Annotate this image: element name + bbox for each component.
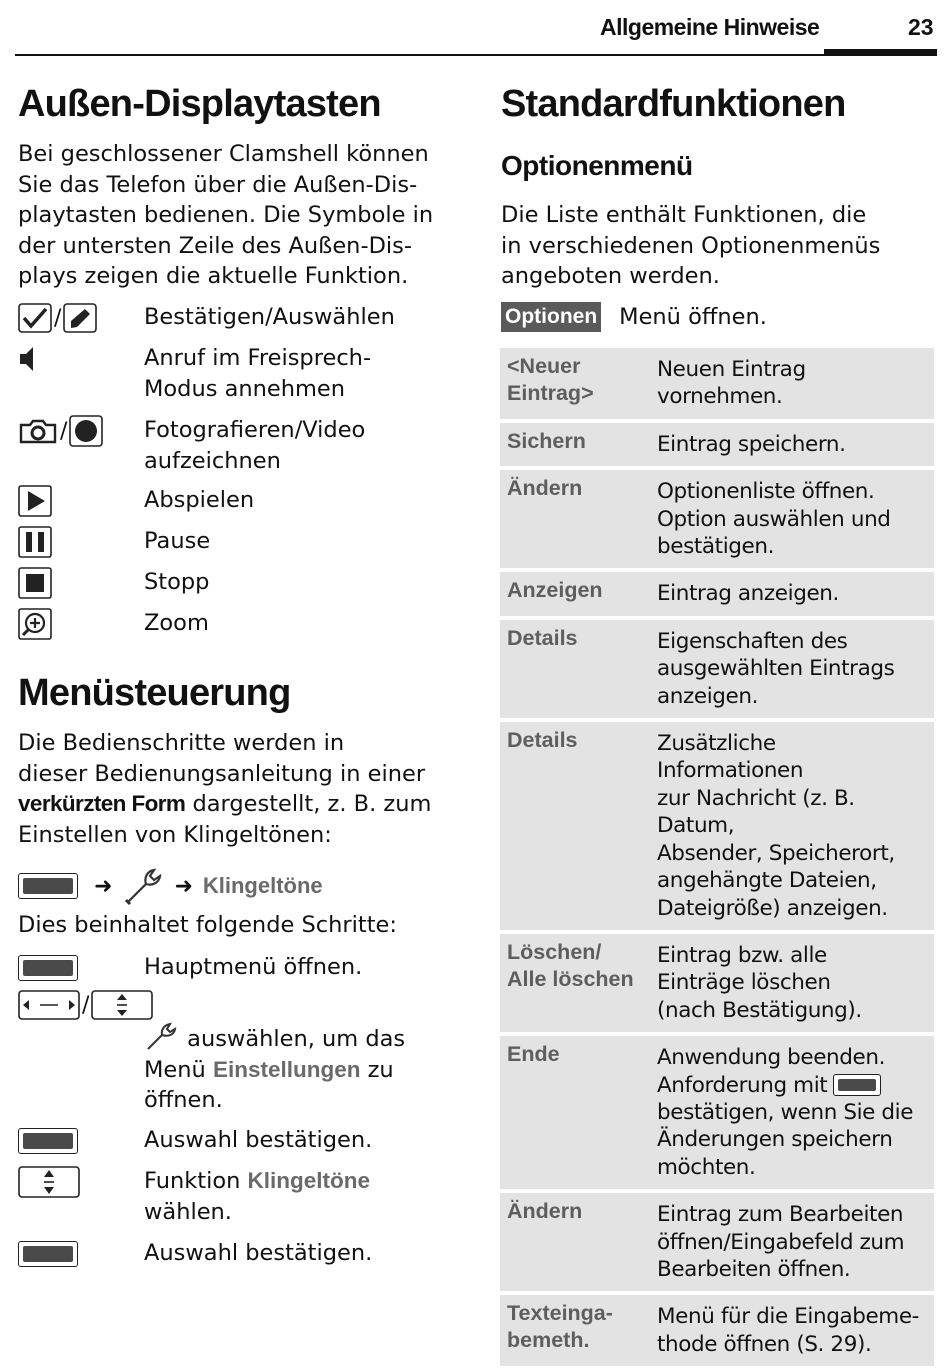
table-row [500, 572, 934, 615]
option-description [657, 423, 934, 466]
key-row-stop [18, 567, 458, 599]
option-description-line [657, 683, 928, 710]
option-description-line [657, 969, 928, 996]
option-description-line [657, 1072, 928, 1099]
option-description-line [657, 840, 928, 867]
option-description-line [657, 895, 928, 922]
option-description-line [657, 356, 928, 411]
step-row [18, 1125, 458, 1157]
nav-left-right-key-icon [18, 990, 80, 1020]
option-name [507, 625, 647, 652]
key-row-speaker [18, 343, 458, 405]
option-description-line [657, 730, 928, 785]
nav-up-down-key-icon [91, 990, 153, 1020]
option-name-line: Sichern [507, 428, 586, 453]
desc-text: Eintrag speichern. [657, 431, 846, 457]
header-page-marker [824, 49, 937, 56]
option-name-line: bemeth. [507, 1328, 590, 1353]
option-description-line [657, 655, 928, 682]
option-name-line: Ende [507, 1042, 560, 1067]
path-target: Klingeltöne [202, 873, 323, 898]
option-name [507, 939, 647, 993]
intro-line: in verschiedenen Optionenmenüs [501, 232, 881, 259]
option-description-line [657, 997, 928, 1024]
option-description-line [657, 942, 928, 969]
running-header-title: Allgemeine Hinweise [600, 14, 820, 40]
section-title-menu-control: Menüsteuerung [18, 672, 291, 714]
option-description-line [657, 628, 928, 655]
table-row [500, 423, 934, 466]
desc-line: Fotografieren/Video [144, 417, 366, 443]
key-desc: Stopp [144, 569, 210, 595]
table-row [500, 348, 934, 419]
wrench-icon [144, 1022, 180, 1052]
desc-line [144, 1055, 464, 1086]
desc-line [144, 1166, 464, 1197]
key-row-play [18, 485, 458, 517]
table-row [500, 1193, 934, 1291]
option-name-line: Details [507, 728, 578, 753]
desc-text: Eintrag anzeigen. [657, 581, 839, 607]
option-description-line [657, 1303, 928, 1330]
option-description-line [657, 533, 928, 560]
desc-text: Eintrag zum Bearbeiten [657, 1202, 904, 1228]
intro-line: Die Liste enthält Funktionen, die [501, 202, 867, 228]
desc-line: Modus annehmen [144, 375, 346, 402]
option-description [657, 572, 934, 615]
desc-text: Dateigröße) anzeigen. [657, 895, 888, 921]
option-description-line [657, 1099, 928, 1126]
desc-text: anzeigen. [657, 683, 759, 709]
option-name-line: Alle löschen [507, 966, 634, 991]
key-desc [144, 343, 464, 404]
desc-text: zu [360, 1056, 394, 1083]
desc-text: Eigenschaften des [657, 628, 848, 654]
section-title-outer-display-keys: Außen-Displaytasten [18, 83, 381, 125]
desc-text: thode öffnen (S. 29). [657, 1331, 872, 1357]
step-desc: Auswahl bestätigen. [144, 1240, 373, 1266]
menu-name: Einstellungen [212, 1056, 361, 1082]
option-name-line: Anzeigen [507, 578, 603, 603]
desc-text: angehängte Dateien, [657, 868, 877, 894]
stop-icon [18, 567, 52, 599]
table-row [500, 470, 934, 568]
pen-icon [63, 303, 97, 333]
options-table [500, 348, 934, 1370]
option-name-line: Eintrag> [507, 381, 594, 405]
function-name: Klingeltöne [247, 1168, 371, 1193]
option-description-line [657, 785, 928, 840]
menu-key-icon [18, 873, 78, 899]
step-row [18, 990, 458, 1114]
options-softkey[interactable]: Optionen [501, 302, 601, 332]
page-number: 23 [908, 14, 934, 40]
desc-line: aufzeichnen [144, 447, 281, 474]
speaker-icon [18, 344, 52, 374]
options-desc: Menü öffnen. [619, 304, 767, 330]
key-desc: Pause [144, 528, 211, 554]
key-desc: Zoom [144, 610, 209, 636]
option-description-line [657, 1229, 928, 1256]
desc-text: zur Nachricht (z. B. Datum, [657, 785, 855, 839]
option-description [657, 348, 934, 419]
desc-line: öffnen. [144, 1087, 223, 1113]
pause-icon [18, 526, 52, 558]
step-desc: Auswahl bestätigen. [144, 1127, 373, 1153]
record-icon [69, 415, 103, 447]
desc-text: Anwendung beenden. [657, 1045, 886, 1071]
desc-text: Absender, Speicherort, [657, 840, 895, 866]
subsection-title-options-menu: Optionenmenü [501, 150, 693, 181]
step-desc [144, 1022, 464, 1116]
key-desc [144, 415, 464, 476]
desc-text: Funktion [144, 1168, 248, 1194]
step-desc: Hauptmenü öffnen. [144, 954, 363, 980]
menu-key-icon [18, 1241, 78, 1267]
intro-line: Die Bedienschritte werden in [18, 730, 345, 756]
option-description-line [657, 478, 928, 505]
option-name-line: Details [507, 625, 578, 650]
option-name-line: Ändern [507, 1199, 583, 1224]
desc-text: ausgewählten Eintrags [657, 656, 895, 682]
option-name [507, 1198, 647, 1225]
menu-path [18, 868, 323, 904]
key-desc: Bestätigen/Auswählen [144, 304, 395, 330]
desc-text: Bearbeiten öffnen. [657, 1256, 851, 1282]
zoom-icon [18, 608, 52, 640]
key-row-confirm [18, 302, 458, 334]
option-description-line [657, 580, 928, 607]
table-row [500, 1295, 934, 1366]
option-description [657, 470, 934, 568]
option-name-line: Texteinga- [507, 1301, 613, 1326]
option-name-line: Löschen/ [507, 939, 602, 964]
step-row [18, 1166, 458, 1228]
desc-text: bestätigen. [657, 534, 775, 560]
intro-line: dieser Bedienungsanleitung in einer [18, 760, 426, 787]
camera-icon [18, 416, 58, 446]
desc-line: wählen. [144, 1198, 232, 1225]
step-row [18, 952, 458, 984]
nav-up-down-key-icon [18, 1166, 80, 1198]
step-desc [144, 1166, 464, 1227]
desc-line [144, 1022, 464, 1055]
desc-text: Zusätzliche Informationen [657, 731, 804, 784]
option-description [657, 1295, 934, 1366]
option-description-line [657, 1256, 928, 1283]
steps-intro: Dies beinhaltet folgende Schritte: [18, 912, 397, 938]
desc-text: Eintrag bzw. alle [657, 942, 827, 968]
option-description-line [657, 1331, 928, 1358]
arrow-icon: ➜ [174, 873, 193, 899]
option-name-line: Ändern [507, 476, 583, 501]
icon-separator: / [60, 418, 68, 444]
option-description [657, 934, 934, 1032]
option-description [657, 1036, 934, 1189]
play-icon [18, 485, 52, 517]
menu-control-intro [18, 728, 458, 850]
options-intro [501, 200, 941, 292]
intro-line: Einstellen von Klingeltönen: [18, 821, 332, 848]
key-row-zoom [18, 608, 458, 640]
key-row-camera [18, 415, 458, 477]
option-description [657, 620, 934, 718]
option-name [507, 353, 647, 407]
desc-text: Option auswählen und [657, 506, 891, 532]
menu-key-icon [18, 1128, 78, 1154]
option-name [507, 428, 647, 455]
option-name [507, 1041, 647, 1068]
desc-text: Einträge löschen [657, 970, 831, 996]
check-icon [18, 303, 52, 333]
arrow-icon: ➜ [94, 873, 113, 899]
intro-text: dargestellt, z. B. zum [185, 791, 432, 817]
wrench-icon [122, 866, 164, 906]
intro-line [18, 789, 458, 820]
outer-keys-intro [18, 139, 458, 292]
table-row [500, 722, 934, 930]
icon-separator: / [54, 305, 62, 331]
option-name [507, 475, 647, 502]
desc-text: bestätigen, wenn Sie die [657, 1099, 914, 1125]
intro-line: angeboten werden. [501, 263, 720, 289]
step-row [18, 1238, 458, 1270]
option-description-line [657, 1126, 928, 1153]
option-description-line [657, 431, 928, 458]
key-row-pause [18, 526, 458, 558]
option-description-line [657, 867, 928, 894]
option-description [657, 722, 934, 930]
option-description [657, 1193, 934, 1291]
intro-line: playtasten bedienen. Die Symbole in [18, 202, 434, 228]
desc-text: auswählen, um das [180, 1026, 406, 1052]
desc-text: Optionenliste öffnen. [657, 479, 875, 505]
desc-text: öffnen/Eingabefeld zum [657, 1229, 905, 1255]
desc-text: Neuen Eintrag vornehmen. [657, 357, 806, 410]
option-description-line [657, 1201, 928, 1228]
option-name-line: <Neuer [507, 354, 581, 378]
desc-text: Anforderung mit [657, 1072, 828, 1098]
menu-key-icon [18, 955, 78, 981]
desc-text: Menü [144, 1056, 213, 1083]
section-title-standard-functions: Standardfunktionen [501, 83, 846, 125]
intro-line: der untersten Zeile des Außen-Dis- [18, 232, 412, 259]
desc-line: Anruf im Freisprech- [144, 345, 372, 371]
option-description-line [657, 506, 928, 533]
desc-text: Änderungen speichern [657, 1127, 893, 1153]
header-rule [15, 54, 937, 56]
bold-term: verkürzten Form [18, 791, 186, 816]
options-key-row [501, 301, 767, 333]
option-name [507, 577, 647, 604]
desc-text: (nach Bestätigung). [657, 997, 862, 1023]
key-desc: Abspielen [144, 487, 255, 513]
intro-line: Bei geschlossener Clamshell können [18, 141, 429, 167]
table-row [500, 1036, 934, 1189]
intro-line: plays zeigen die aktuelle Funktion. [18, 263, 409, 289]
desc-text: Menü für die Eingabeme- [657, 1304, 920, 1330]
option-description-line [657, 1154, 928, 1181]
icon-separator: / [82, 992, 90, 1018]
option-description-line [657, 1044, 928, 1071]
desc-text: möchten. [657, 1154, 756, 1180]
table-row [500, 934, 934, 1032]
option-name [507, 727, 647, 754]
intro-line: Sie das Telefon über die Außen-Dis- [18, 171, 418, 198]
option-name [507, 1300, 647, 1354]
menu-key-icon [833, 1074, 881, 1096]
table-row [500, 620, 934, 718]
